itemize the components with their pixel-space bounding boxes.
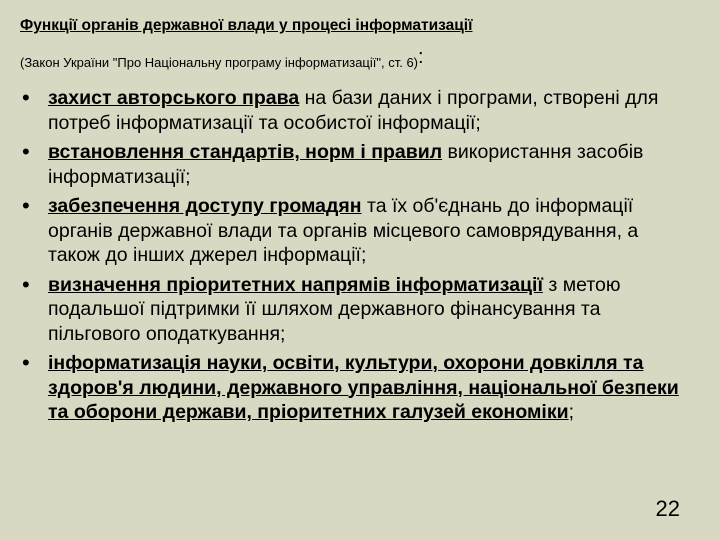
bullet-dot-icon: • <box>22 85 30 110</box>
page-number: 22 <box>655 496 680 521</box>
bullet-dot-icon: • <box>22 139 30 164</box>
slide-title: Функції органів державної влади у процесі інформатизації <box>20 17 473 34</box>
bullet-key-phrase: забезпечення доступу громадян <box>48 195 362 217</box>
bullet-text: та їх об'єднань до інформації органів державної влади та органів місцевого самоврядування, а також до інших джерел інформації; <box>48 195 639 266</box>
bullet-text: на бази даних і програми, створені для потреб інформатизації та особистої інформації; <box>48 87 659 134</box>
bullet-text: використання засобів інформатизації; <box>48 141 644 188</box>
bullet-text: з метою подальшої підтримки її шляхом державного фінансування та пільгового оподаткування; <box>48 273 621 345</box>
bullet-item <box>20 140 690 189</box>
bullet-item <box>20 86 690 135</box>
bullet-item <box>20 194 690 268</box>
bullet-dot-icon: • <box>22 350 30 375</box>
bullet-list <box>20 86 690 430</box>
subtitle-text: (Закон України "Про Національну програму інформатизації", ст. 6) <box>20 55 419 70</box>
bullet-item <box>20 273 690 347</box>
bullet-key-phrase: визначення пріоритетних напрямів інформатизації <box>48 273 543 296</box>
bullet-text: ; <box>568 401 574 423</box>
bullet-item <box>20 351 690 425</box>
subtitle-colon: : <box>418 46 424 68</box>
bullet-dot-icon: • <box>22 193 30 218</box>
bullet-key-phrase: встановлення стандартів, норм і правил <box>48 141 443 163</box>
slide-subtitle <box>20 46 424 73</box>
bullet-dot-icon: • <box>22 271 30 297</box>
bullet-key-phrase: інформатизація науки, освіти, культури, охорони довкілля та здоров'я людини, державного управління, національної безпеки та оборони держави, пріоритетних галузей економіки <box>48 352 679 423</box>
bullet-key-phrase: захист авторського права <box>48 87 300 109</box>
